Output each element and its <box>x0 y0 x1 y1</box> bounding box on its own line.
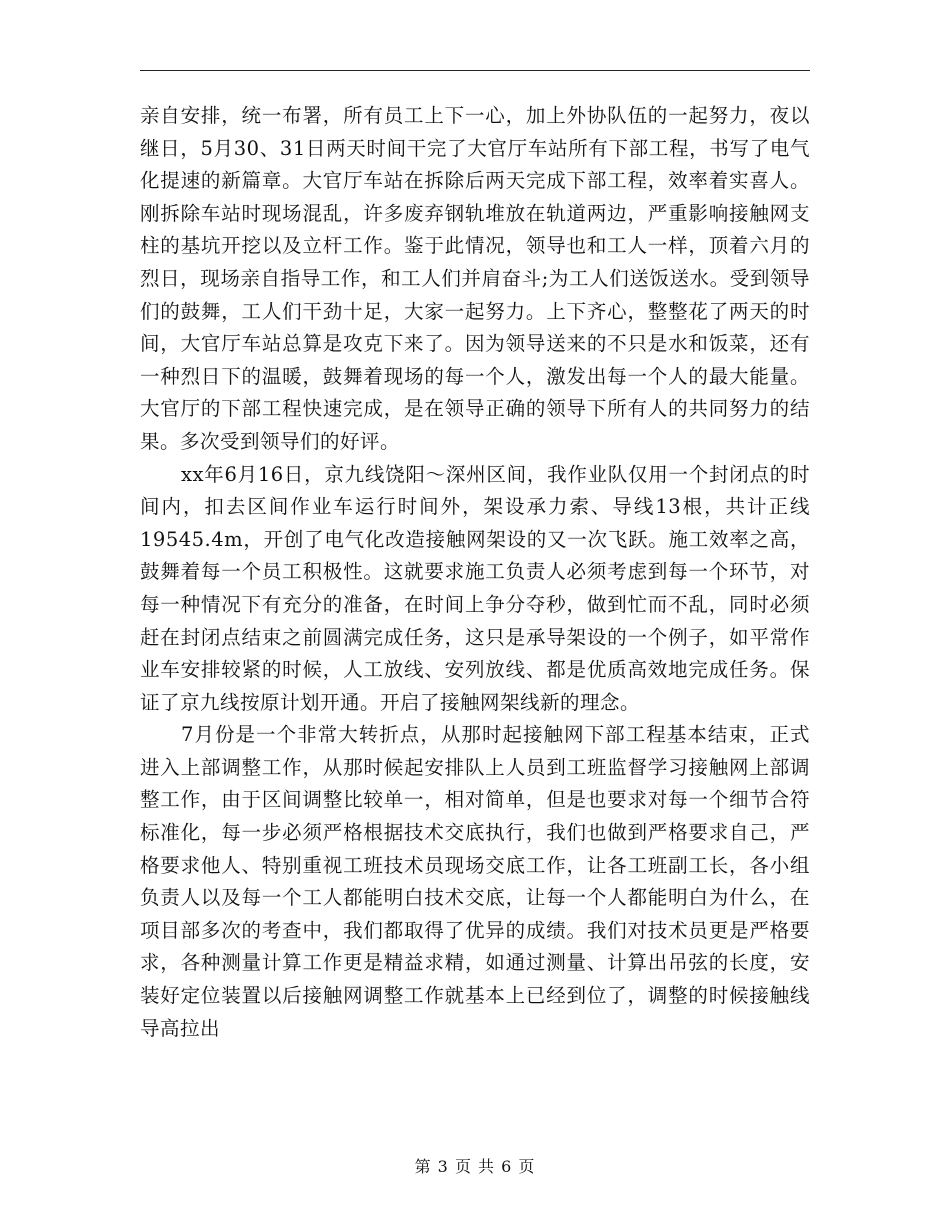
header-rule <box>140 70 810 71</box>
paragraph-2: xx年6月16日，京九线饶阳～深州区间，我作业队仅用一个封闭点的时间内，扣去区间作业车运行时间外，架设承力索、导线13根，共计正线19545.4m，开创了电气化改造接触网架设的又一次飞跃。施工效率之高，鼓舞着每一个员工积极性。这就要求施工负责人必须考虑到每一个环节，对每一种情况下有充分的准备，在时间上争分夺秒，做到忙而不乱，同时必须赶在封闭点结束之前圆满完成任务，这只是承导架设的一个例子，如平常作业车安排较紧的时候，人工放线、安列放线、都是优质高效地完成任务。保证了京九线按原计划开通。开启了接触网架线新的理念。 <box>140 462 810 714</box>
paragraph-3: 7月份是一个非常大转折点，从那时起接触网下部工程基本结束，正式进入上部调整工作，从那时候起安排队上人员到工班监督学习接触网上部调整工作，由于区间调整比较单一，相对简单，但是也要求对每一个细节合符标准化，每一步必须严格根据技术交底执行，我们也做到严格要求自己，严格要求他人、特别重视工班技术员现场交底工作，让各工班副工长，各小组负责人以及每一个工人都能明白技术交底，让每一个人都能明白为什么，在项目部多次的考查中，我们都取得了优异的成绩。我们对技术员更是严格要求，各种测量计算工作更是精益求精，如通过测量、计算出吊弦的长度，安装好定位装置以后接触网调整工作就基本上已经到位了，调整的时候接触线导高拉出 <box>140 723 810 1040</box>
paragraph-1: 亲自安排，统一布署，所有员工上下一心，加上外协队伍的一起努力，夜以继日，5月30、31日两天时间干完了大官厅车站所有下部工程，书写了电气化提速的新篇章。大官厅车站在拆除后两天完成下部工程，效率着实喜人。刚拆除车站时现场混乱，许多废弃钢轨堆放在轨道两边，严重影响接触网支柱的基坑开挖以及立杆工作。鉴于此情况，领导也和工人一样，顶着六月的烈日，现场亲自指导工作，和工人们并肩奋斗;为工人们送饭送水。受到领导们的鼓舞，工人们干劲十足，大家一起努力。上下齐心，整整花了两天的时间，大官厅车站总算是攻克下来了。因为领导送来的不只是水和饭菜，还有一种烈日下的温暖，鼓舞着现场的每一个人，激发出每一个人的最大能量。大官厅的下部工程快速完成，是在领导正确的领导下所有人的共同努力的结果。多次受到领导们的好评。 <box>140 104 810 453</box>
document-body <box>140 100 810 1045</box>
page-footer: 第 3 页 共 6 页 <box>414 1157 536 1176</box>
